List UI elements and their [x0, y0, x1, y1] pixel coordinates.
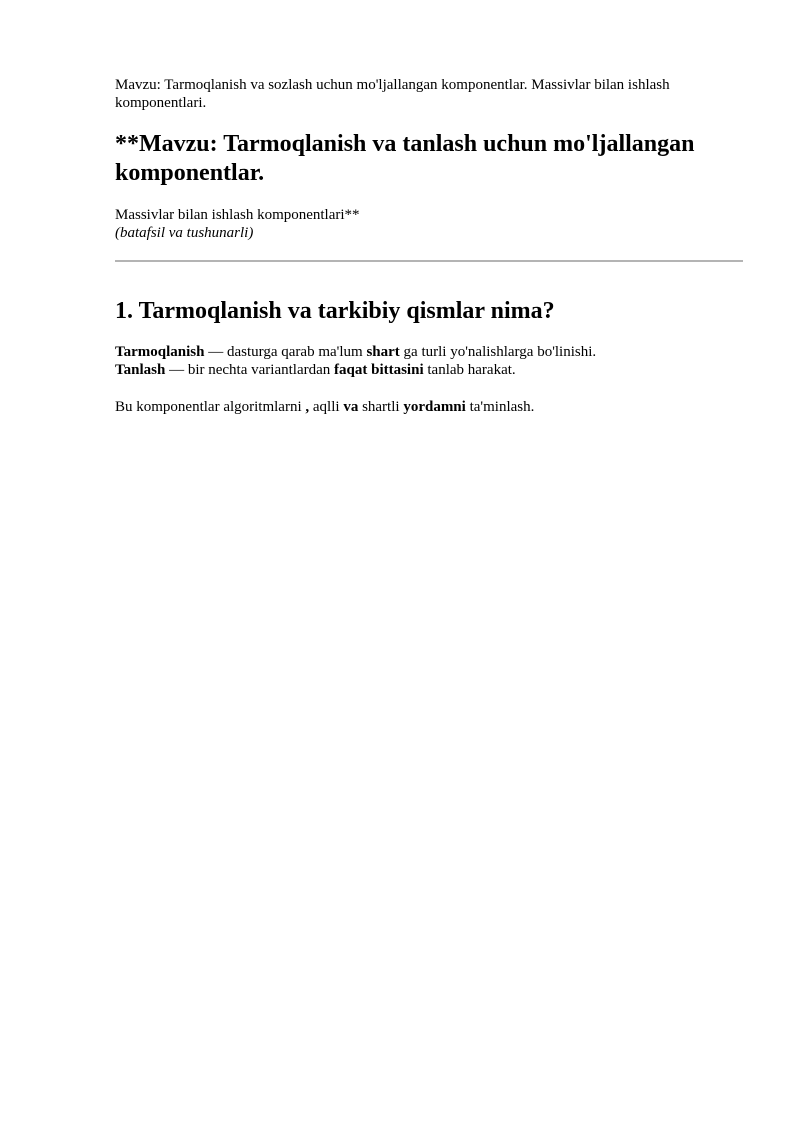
closing-text: aqlli [309, 399, 344, 415]
closing-text: ta'minlash. [465, 399, 535, 415]
definition-term: Tarmoqlanish [115, 344, 205, 360]
intro-line-1: Mavzu: Tarmoqlanish va sozlash uchun mo'ljallangan komponentlar. Massivlar bilan ishlash [115, 77, 670, 93]
section-1-heading: 1. Tarmoqlanish va tarkibiy qismlar nima? [115, 298, 555, 324]
subtitle-paragraph [115, 206, 743, 242]
intro-line-2: komponentlari. [115, 95, 207, 111]
closing-text: shartli [358, 399, 404, 415]
subtitle-text: Massivlar bilan ishlash komponentlari** [115, 207, 360, 223]
subtitle-note: (batafsil va tushunarli) [115, 225, 254, 241]
title-line-2: komponentlar. [115, 160, 265, 186]
definition-bold: faqat bittasini [334, 362, 424, 378]
closing-bold: yordamni [403, 399, 466, 415]
closing-text: Bu komponentlar algoritmlarni [115, 399, 306, 415]
definitions-paragraph [115, 343, 743, 379]
definition-tarmoqlanish [115, 343, 743, 361]
definition-text: ga turli yo'nalishlarga bo'linishi. [399, 344, 597, 360]
definition-term: Tanlash [115, 362, 166, 378]
document-title [115, 130, 743, 188]
horizontal-divider [115, 260, 743, 262]
document-page [115, 76, 743, 416]
definition-bold: shart [366, 344, 400, 360]
closing-bold: va [343, 399, 359, 415]
definition-tanlash [115, 361, 743, 379]
closing-bold: , [305, 399, 310, 415]
title-line-1: **Mavzu: Tarmoqlanish va tanlash uchun mo'ljallangan [115, 131, 695, 157]
definition-text: tanlab harakat. [423, 362, 516, 378]
definition-text: — bir nechta variantlardan [165, 362, 335, 378]
definition-text: — dasturga qarab ma'lum [204, 344, 367, 360]
intro-paragraph [115, 76, 743, 112]
closing-paragraph [115, 398, 743, 416]
